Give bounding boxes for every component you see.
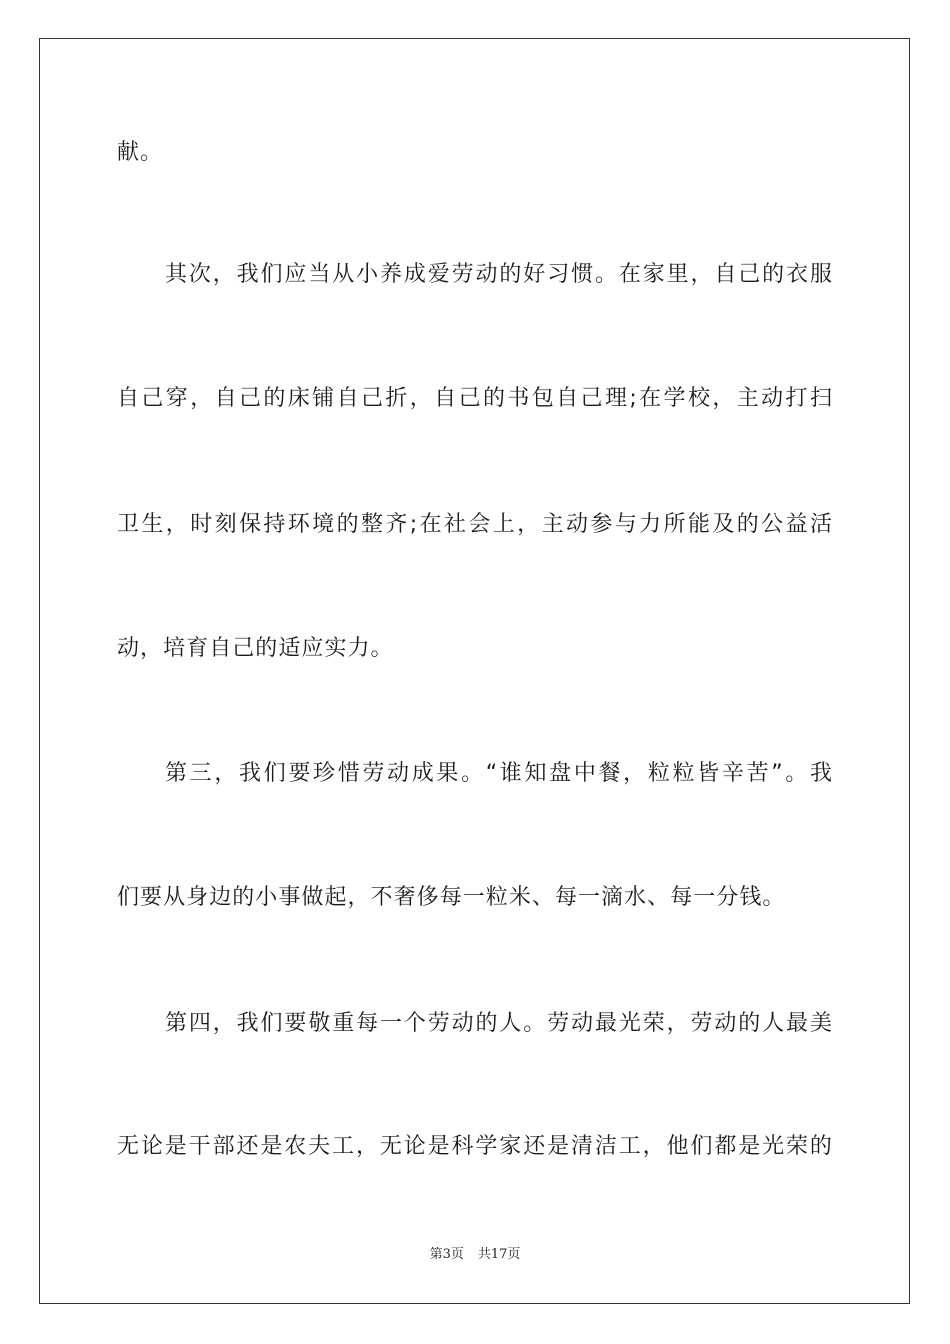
text-line-9: 无论是干部还是农夫工，无论是科学家还是清洁工，他们都是光荣的 [117,1134,833,1159]
text-line-5: 动，培育自己的适应实力。 [117,636,394,661]
text-line-1: 献。 [117,140,164,165]
page-number: 第3页 [429,1247,464,1262]
text-line-7: 们要从身边的小事做起，不奢侈每一粒米、每一滴水、每一分钱。 [117,885,786,910]
text-line-3: 自己穿，自己的床铺自己折，自己的书包自己理;在学校，主动打扫 [117,386,833,411]
page-footer [0,1246,950,1264]
text-line-4: 卫生，时刻保持环境的整齐;在社会上，主动参与力所能及的公益活 [117,512,833,537]
text-line-8: 第四，我们要敬重每一个劳动的人。劳动最光荣，劳动的人最美 [165,1011,833,1036]
text-line-2: 其次，我们应当从小养成爱劳动的好习惯。在家里，自己的衣服 [165,262,833,287]
total-pages: 共17页 [477,1247,521,1262]
text-line-6: 第三，我们要珍惜劳动成果。“谁知盘中餐，粒粒皆辛苦”。我 [165,761,833,786]
page-border [39,38,910,1304]
